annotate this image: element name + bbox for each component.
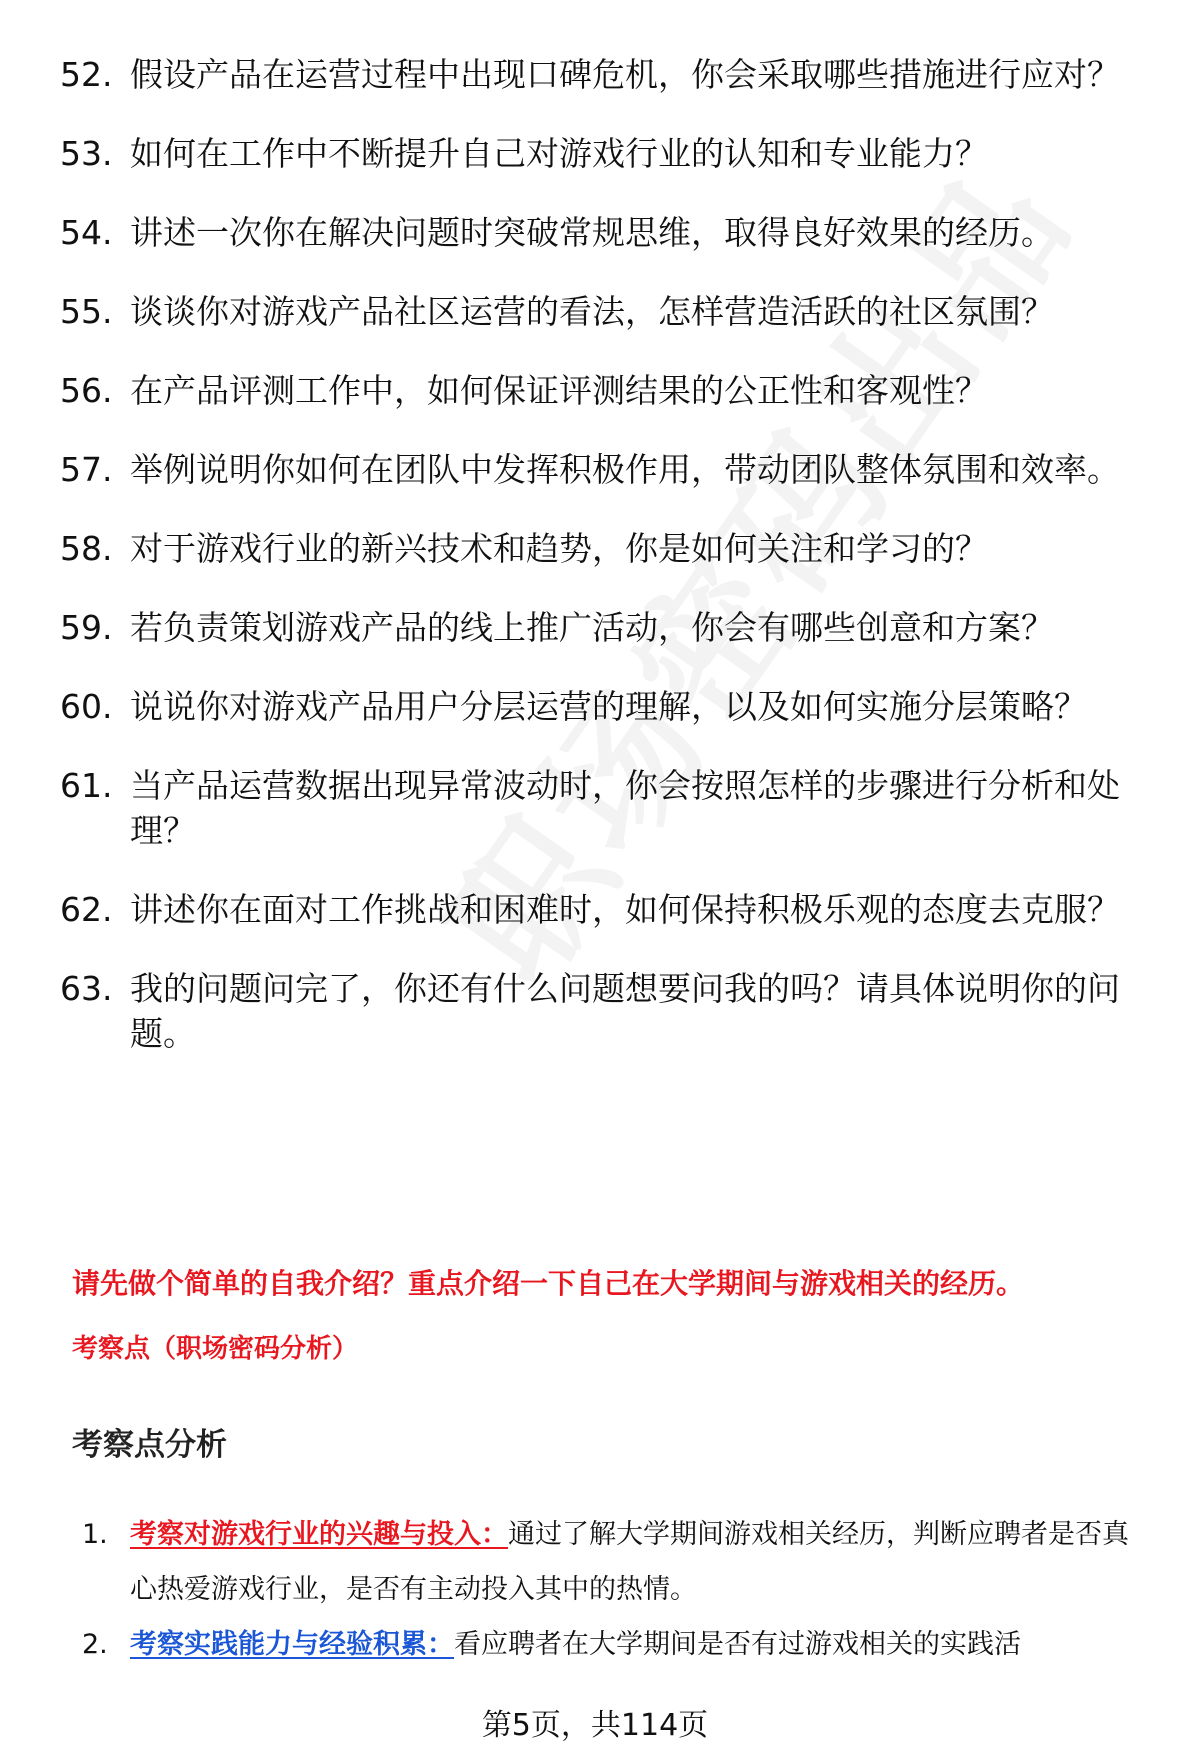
item-number: 62. (60, 890, 113, 929)
item-number: 55. (60, 292, 113, 331)
item-text: 如何在工作中不断提升自己对游戏行业的认知和专业能力？ (130, 134, 988, 173)
list-item (60, 684, 1160, 729)
section-heading: 考察点分析 (72, 1427, 227, 1463)
item-text: 谈谈你对游戏产品社区运营的看法，怎样营造活跃的社区氛围？ (130, 292, 1054, 331)
item-number: 61. (60, 766, 113, 805)
item-description: 看应聘者在大学期间是否有过游戏相关的实践活 (454, 1629, 1021, 1660)
question-list (60, 52, 1160, 1090)
item-text: 当产品运营数据出现异常波动时，你会按照怎样的步骤进行分析和处理？ (130, 766, 1120, 850)
analysis-list (82, 1507, 1152, 1672)
list-item (60, 526, 1160, 571)
item-number: 60. (60, 687, 113, 726)
keyword-link[interactable]: 考察实践能力与经验积累： (130, 1629, 454, 1660)
item-text: 举例说明你如何在团队中发挥积极作用，带动团队整体氛围和效率。 (130, 450, 1120, 489)
list-item (60, 447, 1160, 492)
page-footer: 第5页，共114页 (481, 1708, 709, 1743)
item-number: 57. (60, 450, 113, 489)
analysis-label: 考察点（职场密码分析） (72, 1334, 359, 1364)
item-number: 59. (60, 608, 113, 647)
highlight-question: 请先做个简单的自我介绍？重点介绍一下自己在大学期间与游戏相关的经历。 (72, 1267, 1025, 1300)
item-number: 52. (60, 55, 113, 94)
list-item (60, 210, 1160, 255)
list-item (60, 605, 1160, 650)
item-text: 若负责策划游戏产品的线上推广活动，你会有哪些创意和方案？ (130, 608, 1054, 647)
list-item (82, 1507, 1152, 1617)
item-text: 讲述一次你在解决问题时突破常规思维，取得良好效果的经历。 (130, 213, 1054, 252)
item-text: 对于游戏行业的新兴技术和趋势，你是如何关注和学习的？ (130, 529, 988, 568)
item-number: 63. (60, 969, 113, 1008)
item-text: 说说你对游戏产品用户分层运营的理解，以及如何实施分层策略？ (130, 687, 1087, 726)
list-item (60, 763, 1160, 853)
list-item (60, 131, 1160, 176)
item-number: 56. (60, 371, 113, 410)
item-number: 54. (60, 213, 113, 252)
keyword-link[interactable]: 考察对游戏行业的兴趣与投入： (130, 1519, 508, 1550)
list-item (60, 887, 1160, 932)
item-number: 2. (82, 1629, 108, 1660)
list-item (60, 289, 1160, 334)
item-text: 讲述你在面对工作挑战和困难时，如何保持积极乐观的态度去克服？ (130, 890, 1120, 929)
item-text (130, 1507, 1152, 1617)
list-item (60, 52, 1160, 97)
list-item (60, 368, 1160, 413)
item-text: 假设产品在运营过程中出现口碑危机，你会采取哪些措施进行应对？ (130, 55, 1120, 94)
item-text: 在产品评测工作中，如何保证评测结果的公正性和客观性？ (130, 371, 988, 410)
list-item (60, 966, 1160, 1056)
item-text (130, 1617, 1152, 1672)
item-text: 我的问题问完了，你还有什么问题想要问我的吗？请具体说明你的问题。 (130, 969, 1120, 1053)
item-description: 通过了解大学期间游戏相关经历，判断应聘者是否真心热爱游戏行业，是否有主动投入其中的热情。 (130, 1519, 1129, 1605)
item-number: 58. (60, 529, 113, 568)
item-number: 1. (82, 1519, 108, 1550)
list-item (82, 1617, 1152, 1672)
item-number: 53. (60, 134, 113, 173)
